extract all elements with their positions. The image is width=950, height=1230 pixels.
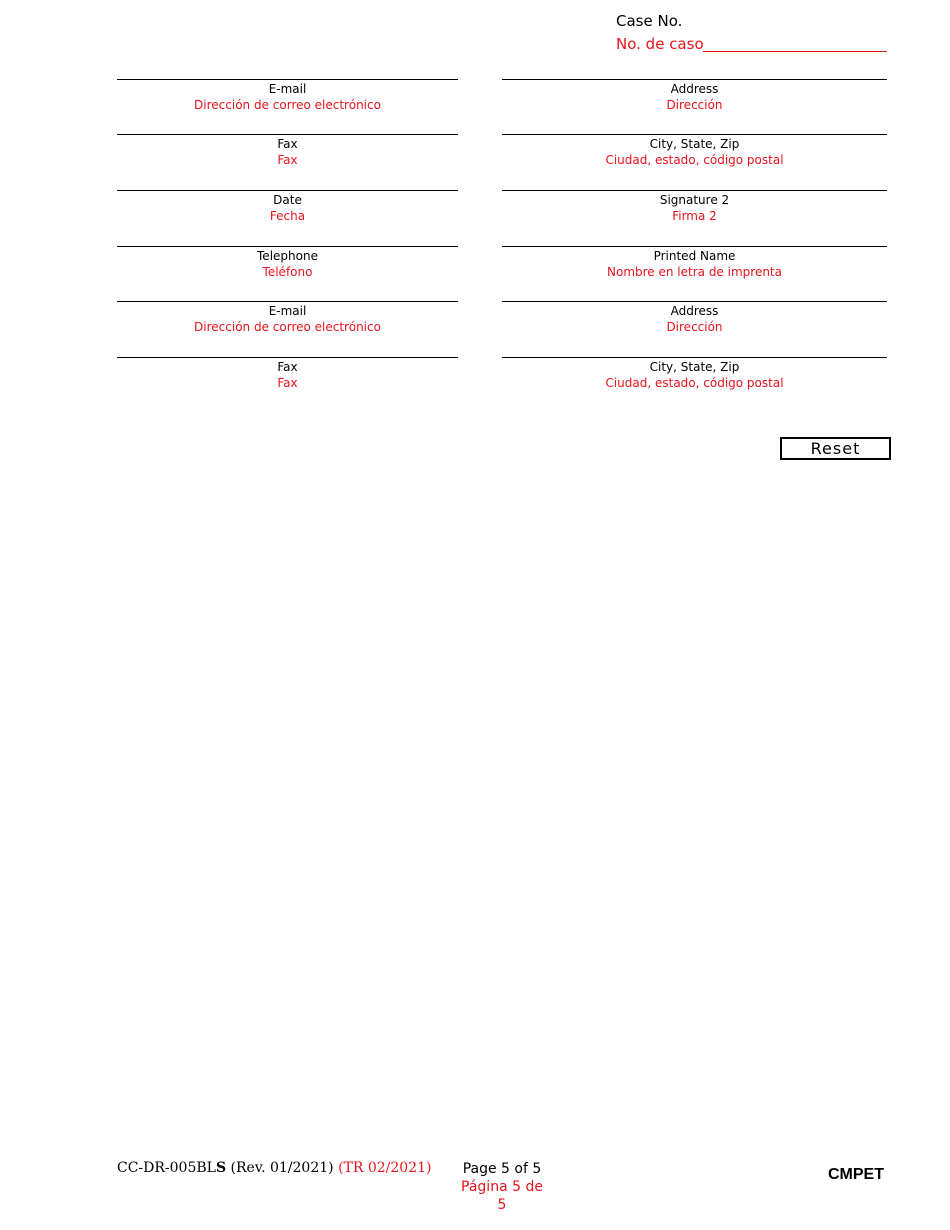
field-label: Signature 2 — [659, 193, 730, 207]
left-field-fax-1 — [117, 134, 458, 168]
city-state-zip-input-1[interactable] — [502, 114, 887, 134]
field-label-es: Firma 2 — [672, 209, 717, 223]
field-underline — [502, 301, 887, 302]
telephone-input[interactable] — [117, 226, 458, 246]
field-label: Date — [273, 193, 302, 207]
field-underline — [502, 357, 887, 358]
address-input-2[interactable] — [502, 281, 887, 301]
email-input-2[interactable] — [117, 281, 458, 301]
field-underline — [502, 134, 887, 135]
field-underline — [502, 190, 887, 191]
right-field-address-1 — [502, 79, 887, 113]
field-underline — [117, 134, 458, 135]
field-label: Telephone — [257, 249, 318, 263]
field-label: Fax — [277, 360, 298, 374]
field-underline — [117, 357, 458, 358]
field-label-es: Ciudad, estado, código postal — [605, 153, 784, 167]
field-underline — [502, 79, 887, 80]
field-underline — [117, 190, 458, 191]
field-label-es: Fax — [277, 376, 298, 390]
field-underline — [117, 79, 458, 80]
form-translation-revision: (TR 02/2021) — [338, 1160, 432, 1176]
city-state-zip-input-2[interactable] — [502, 337, 887, 357]
field-underline — [502, 246, 887, 247]
date-input[interactable] — [117, 170, 458, 190]
case-number-label: Case No. — [616, 12, 683, 30]
right-field-printed-name — [502, 246, 887, 280]
left-field-email-1 — [117, 79, 458, 113]
field-label: Fax — [277, 137, 298, 151]
field-label-es: Dirección de correo electrónico — [194, 98, 381, 112]
field-underline — [117, 246, 458, 247]
field-label-es: Nombre en letra de imprenta — [607, 265, 782, 279]
field-label-es: Dirección — [666, 98, 723, 112]
field-label: Address — [670, 304, 719, 318]
field-label: E-mail — [268, 304, 307, 318]
printed-name-input[interactable] — [502, 226, 887, 246]
field-label-es: Teléfono — [262, 265, 313, 279]
left-field-telephone — [117, 246, 458, 280]
right-field-signature-2 — [502, 190, 887, 224]
field-label-es: Dirección de correo electrónico — [194, 320, 381, 334]
address-input-1[interactable] — [502, 59, 887, 79]
signature-2-input[interactable] — [502, 170, 887, 190]
form-id: CC-DR-005BL — [117, 1160, 216, 1176]
field-label-es: Fax — [277, 153, 298, 167]
field-label: City, State, Zip — [649, 360, 740, 374]
right-field-city-state-zip-1 — [502, 134, 887, 168]
field-label: City, State, Zip — [649, 137, 740, 151]
email-input-1[interactable] — [117, 59, 458, 79]
field-label-es: Ciudad, estado, código postal — [605, 376, 784, 390]
right-field-address-2 — [502, 301, 887, 335]
reset-button[interactable]: Reset — [780, 437, 891, 460]
field-label-es: Fecha — [269, 209, 306, 223]
form-suffix: S — [215, 1160, 227, 1176]
fax-input-2[interactable] — [117, 337, 458, 357]
form-identifier — [117, 1160, 431, 1176]
right-field-city-state-zip-2 — [502, 357, 887, 391]
case-number-input[interactable] — [703, 34, 887, 52]
field-underline — [117, 301, 458, 302]
form-revision: (Rev. 01/2021) — [230, 1160, 334, 1176]
fax-input-1[interactable] — [117, 114, 458, 134]
page-number-es: Página 5 de 5 — [461, 1179, 543, 1213]
page-number — [456, 1160, 548, 1214]
field-label: Printed Name — [653, 249, 736, 263]
case-number-label-es: No. de caso — [616, 35, 704, 53]
field-label-es: Dirección — [666, 320, 723, 334]
page-number-en: Page 5 of 5 — [462, 1161, 542, 1177]
left-field-fax-2 — [117, 357, 458, 391]
left-field-email-2 — [117, 301, 458, 335]
field-label: Address — [670, 82, 719, 96]
form-code: CMPET — [828, 1166, 884, 1183]
left-field-date — [117, 190, 458, 224]
field-label: E-mail — [268, 82, 307, 96]
